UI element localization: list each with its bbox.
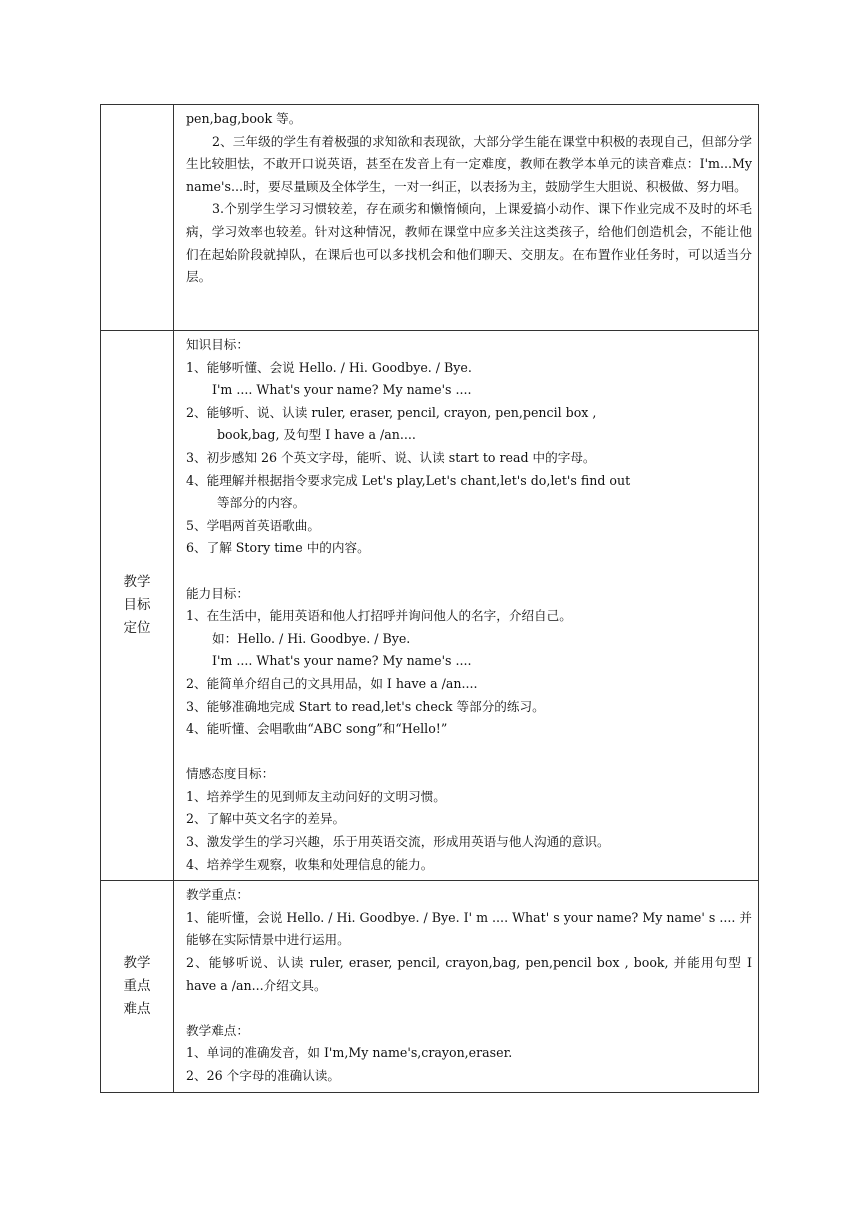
- text-line: 2、能简单介绍自己的文具用品，如 I have a /an....: [186, 675, 478, 691]
- text-paragraph: 1、能听懂，会说 Hello. / Hi. Goodbye. / Bye. I' m .... What' s your name? My name' s .... 并能够在实际情景中进行运用。: [186, 909, 752, 948]
- table-row: [101, 881, 759, 1092]
- spacer: [186, 560, 752, 583]
- section-title: 教学难点：: [186, 1022, 249, 1038]
- spacer: [186, 997, 752, 1020]
- text-line: 3、初步感知 26 个英文字母，能听、说、认读 start to read 中的字母。: [186, 449, 596, 465]
- row-label-teaching-goals: 教学 目标 定位: [101, 331, 174, 881]
- section-title: 教学重点：: [186, 887, 249, 903]
- text-line: 6、了解 Story time 中的内容。: [186, 540, 370, 556]
- section-title: 知识目标：: [186, 337, 249, 352]
- text-line: 1、培养学生的见到师友主动问好的文明习惯。: [186, 788, 446, 804]
- spacer: [186, 741, 752, 764]
- text-line: 1、在生活中，能用英语和他人打招呼并询问他人的名字，介绍自己。: [186, 608, 572, 624]
- text-line: 3、能够准确地完成 Start to read,let's check 等部分的练习。: [186, 698, 545, 714]
- student-analysis-cell: [174, 105, 759, 331]
- text-line: 5、学唱两首英语歌曲。: [186, 517, 320, 533]
- table-row: [101, 105, 759, 331]
- text-line: 4、能听懂、会唱歌曲“ABC song”和“Hello!”: [186, 721, 448, 737]
- text-line: 等部分的内容。: [217, 495, 306, 511]
- key-points-cell: [174, 881, 759, 1092]
- row-label-key-points: 教学 重点 难点: [101, 881, 174, 1092]
- text-line: 1、单词的准确发音，如 I'm,My name's,crayon,eraser.: [186, 1045, 513, 1061]
- teaching-goals-cell: [174, 331, 759, 881]
- text-line: 2、26 个字母的准确认读。: [186, 1068, 340, 1083]
- text-line: 3、激发学生的学习兴趣，乐于用英语交流，形成用英语与他人沟通的意识。: [186, 834, 610, 850]
- text-line: pen,bag,book 等。: [186, 111, 302, 126]
- table-row: [101, 331, 759, 881]
- text-line: 2、了解中英文名字的差异。: [186, 811, 346, 827]
- lesson-plan-table: [100, 104, 759, 1093]
- text-paragraph: 3.个别学生学习习惯较差，存在顽劣和懒惰倾向，上课爱搞小动作、课下作业完成不及时的坏毛病，学习效率也较差。针对这种情况，教师在课堂中应多关注这类孩子，给他们创造机会，不能让他们在起始阶段就掉队，在课后也可以多找机会和他们聊天、交朋友。在布置作业任务时，可以适当分层。: [186, 201, 752, 285]
- section-title: 情感态度目标：: [186, 766, 275, 782]
- text-line: book,bag, 及句型 I have a /an....: [217, 427, 416, 443]
- text-line: 1、能够听懂、会说 Hello. / Hi. Goodbye. / Bye.: [186, 359, 472, 375]
- text-paragraph: 2、能够听说、认读 ruler, eraser, pencil, crayon,bag, pen,pencil box , book, 并能用句型 I have a /an...介绍文具。: [186, 955, 752, 993]
- text-line: I'm .... What's your name? My name's ....: [212, 653, 472, 669]
- text-paragraph: 2、三年级的学生有着极强的求知欲和表现欲，大部分学生能在课堂中积极的表现自己，但部分学生比较胆怯，不敢开口说英语，甚至在发音上有一定难度，教师在教学本单元的读音难点：I'm...My name's...时，要尽量顾及全体学生，一对一纠正，以表扬为主，鼓励学生大胆说、积极做、努力唱。: [186, 133, 752, 194]
- section-title: 能力目标：: [186, 585, 249, 601]
- row-label-empty: [101, 105, 174, 331]
- text-line: I'm .... What's your name? My name's ....: [212, 382, 472, 398]
- text-line: 4、能理解并根据指令要求完成 Let's play,Let's chant,let's do,let's find out: [186, 472, 631, 488]
- text-line: 2、能够听、说、认读 ruler, eraser, pencil, crayon, pen,pencil box ,: [186, 404, 597, 420]
- text-line: 如：Hello. / Hi. Goodbye. / Bye.: [212, 630, 411, 646]
- text-line: 4、培养学生观察，收集和处理信息的能力。: [186, 856, 434, 872]
